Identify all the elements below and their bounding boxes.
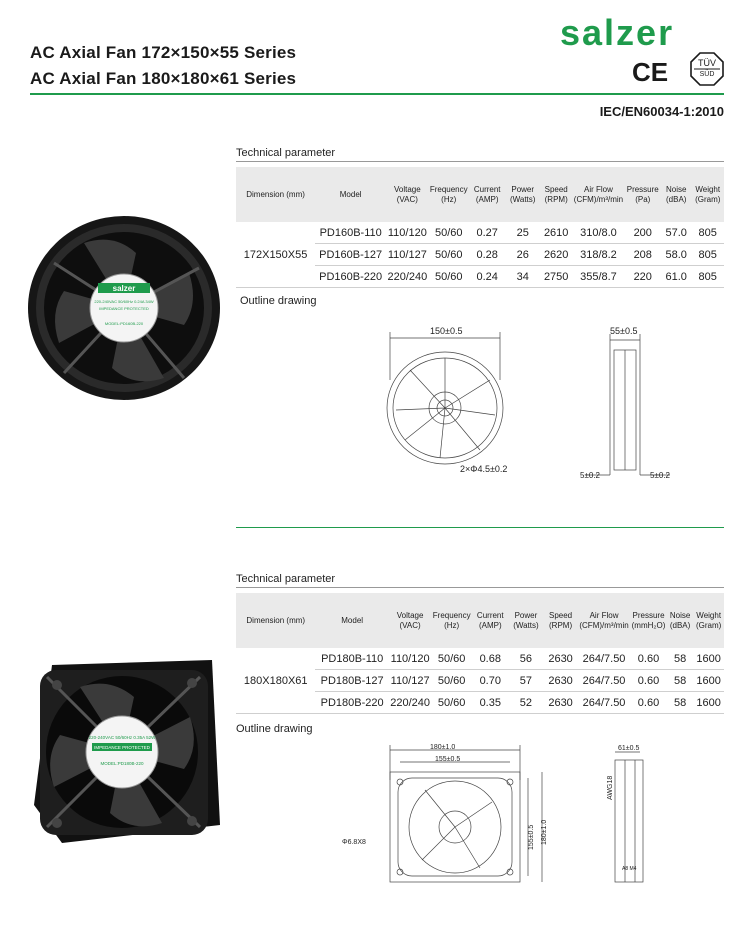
speed-cell: 2620	[540, 244, 572, 266]
header-divider	[30, 93, 724, 95]
current-cell: 0.35	[472, 692, 509, 714]
model-cell: PD160B-127	[315, 244, 386, 266]
title-line-2: AC Axial Fan 180×180×61 Series	[30, 69, 297, 88]
weight-cell: 1600	[693, 692, 724, 714]
dim-155-inner: 155±0.5	[435, 756, 461, 763]
spec-table-2	[236, 593, 724, 714]
table-row	[236, 648, 724, 670]
current-cell: 0.70	[472, 670, 509, 692]
col-model: Model	[315, 167, 386, 222]
speed-cell: 2630	[543, 692, 578, 714]
col-pressure: Pressure (Pa)	[624, 167, 661, 222]
airflow-cell: 310/8.0	[572, 222, 624, 244]
freq-cell: 50/60	[431, 692, 472, 714]
power-cell: 25	[505, 222, 540, 244]
col-voltage: Voltage (VAC)	[386, 167, 428, 222]
speed-cell: 2610	[540, 222, 572, 244]
airflow-cell: 318/8.2	[572, 244, 624, 266]
noise-cell: 58.0	[661, 244, 691, 266]
model-cell: PD160B-220	[315, 266, 386, 288]
pressure-cell: 200	[624, 222, 661, 244]
freq-cell: 50/60	[429, 244, 469, 266]
current-cell: 0.27	[469, 222, 506, 244]
dim-holes-2: Φ6.8X8	[342, 839, 366, 846]
dim-180-outer: 180±1.0	[430, 744, 456, 751]
fan1-line1: 220-240VAC 50/60Hz 0.24A 34W	[94, 299, 154, 304]
col-speed: Speed (RPM)	[543, 593, 578, 648]
noise-cell: 58	[667, 648, 693, 670]
noise-cell: 57.0	[661, 222, 691, 244]
col-noise: Noise (dBA)	[667, 593, 693, 648]
voltage-cell: 220/240	[389, 692, 432, 714]
airflow-cell: 355/8.7	[572, 266, 624, 288]
fan-photo-180	[22, 655, 222, 850]
col-frequency: Frequency (Hz)	[429, 167, 469, 222]
table-row	[236, 222, 724, 244]
tuv-top: TÜV	[698, 58, 716, 68]
col-dimension: Dimension (mm)	[236, 593, 315, 648]
dim-side-left: 5±0.2	[580, 471, 600, 480]
freq-cell: 50/60	[431, 670, 472, 692]
pressure-cell: 0.60	[630, 692, 667, 714]
power-cell: 52	[509, 692, 544, 714]
col-voltage: Voltage (VAC)	[389, 593, 432, 648]
fan2-line2: IMPEDANCE PROTECTED	[94, 745, 150, 750]
col-speed: Speed (RPM)	[540, 167, 572, 222]
col-power: Power (Watts)	[505, 167, 540, 222]
current-cell: 0.68	[472, 648, 509, 670]
fan1-line2: IMPEDANCE PROTECTED	[99, 306, 149, 311]
pressure-cell: 0.60	[630, 648, 667, 670]
speed-cell: 2630	[543, 670, 578, 692]
weight-cell: 1600	[693, 648, 724, 670]
voltage-cell: 220/240	[386, 266, 428, 288]
brand-logo: salzer	[560, 12, 675, 53]
tuv-bottom: SÜD	[699, 71, 715, 78]
fan2-model: MODEL:PD180B-220	[100, 761, 144, 766]
col-dimension: Dimension (mm)	[236, 167, 315, 222]
freq-cell: 50/60	[429, 266, 469, 288]
col-model: Model	[315, 593, 388, 648]
col-noise: Noise (dBA)	[661, 167, 691, 222]
dim-55: 55±0.5	[610, 326, 638, 336]
power-cell: 34	[505, 266, 540, 288]
weight-cell: 1600	[693, 670, 724, 692]
spec-table-1	[236, 167, 724, 288]
fan2-line1: 220-240VAC 50/60Hz 0.35A 52W	[88, 735, 156, 740]
power-cell: 26	[505, 244, 540, 266]
col-current: Current (AMP)	[472, 593, 509, 648]
col-current: Current (AMP)	[469, 167, 506, 222]
model-cell: PD180B-220	[315, 692, 388, 714]
current-cell: 0.28	[469, 244, 506, 266]
section1-label: Technical parameter	[236, 147, 336, 159]
current-cell: 0.24	[469, 266, 506, 288]
section1-rule	[236, 161, 724, 162]
col-pressure: Pressure (mmH₂O)	[630, 593, 667, 648]
speed-cell: 2630	[543, 648, 578, 670]
section2-label: Technical parameter	[236, 573, 336, 585]
wire-gauge: AWG18	[607, 775, 614, 800]
fan1-brand: salzer	[112, 284, 136, 293]
outline-drawing-2	[330, 740, 690, 890]
dimension-cell: 172X150X55	[236, 222, 315, 288]
col-weight: Weight (Gram)	[691, 167, 724, 222]
col-weight: Weight (Gram)	[693, 593, 724, 648]
col-frequency: Frequency (Hz)	[431, 593, 472, 648]
title-line-1: AC Axial Fan 172×150×55 Series	[30, 43, 297, 62]
weight-cell: 805	[691, 222, 724, 244]
model-cell: PD160B-110	[315, 222, 386, 244]
noise-cell: 58	[667, 670, 693, 692]
voltage-cell: 110/127	[386, 244, 428, 266]
section1-outline-label: Outline drawing	[240, 295, 317, 307]
dim-180-v: 180±1.0	[541, 819, 548, 845]
airflow-cell: 264/7.50	[578, 670, 630, 692]
noise-cell: 61.0	[661, 266, 691, 288]
voltage-cell: 110/120	[389, 648, 432, 670]
voltage-cell: 110/120	[386, 222, 428, 244]
model-cell: PD180B-127	[315, 670, 388, 692]
noise-cell: 58	[667, 692, 693, 714]
col-power: Power (Watts)	[509, 593, 544, 648]
airflow-cell: 264/7.50	[578, 692, 630, 714]
side-label: A8 M4	[622, 866, 637, 872]
outline-drawing-1	[370, 320, 690, 490]
pressure-cell: 0.60	[630, 670, 667, 692]
model-cell: PD180B-110	[315, 648, 388, 670]
tuv-mark	[690, 52, 724, 86]
airflow-cell: 264/7.50	[578, 648, 630, 670]
pressure-cell: 220	[624, 266, 661, 288]
col-airflow: Air Flow (CFM)/m³/min	[572, 167, 624, 222]
fan1-model: MODEL:PD160B-220	[104, 321, 144, 326]
weight-cell: 805	[691, 266, 724, 288]
weight-cell: 805	[691, 244, 724, 266]
section2-rule	[236, 587, 724, 588]
dim-150: 150±0.5	[430, 326, 463, 336]
pressure-cell: 208	[624, 244, 661, 266]
section-divider	[236, 527, 724, 528]
col-airflow: Air Flow (CFM)/m³/min	[578, 593, 630, 648]
ce-mark: CE	[632, 57, 669, 87]
dimension-cell: 180X180X61	[236, 648, 315, 714]
power-cell: 57	[509, 670, 544, 692]
freq-cell: 50/60	[429, 222, 469, 244]
section2-outline-label: Outline drawing	[236, 723, 313, 735]
dim-155-v: 155±0.5	[528, 824, 535, 850]
standard-label: IEC/EN60034-1:2010	[599, 104, 724, 119]
freq-cell: 50/60	[431, 648, 472, 670]
dim-holes-1: 2×Φ4.5±0.2	[460, 464, 508, 474]
dim-61: 61±0.5	[618, 745, 640, 752]
voltage-cell: 110/127	[389, 670, 432, 692]
speed-cell: 2750	[540, 266, 572, 288]
dim-side-right: 5±0.2	[650, 471, 670, 480]
power-cell: 56	[509, 648, 544, 670]
fan-photo-172	[24, 213, 224, 403]
